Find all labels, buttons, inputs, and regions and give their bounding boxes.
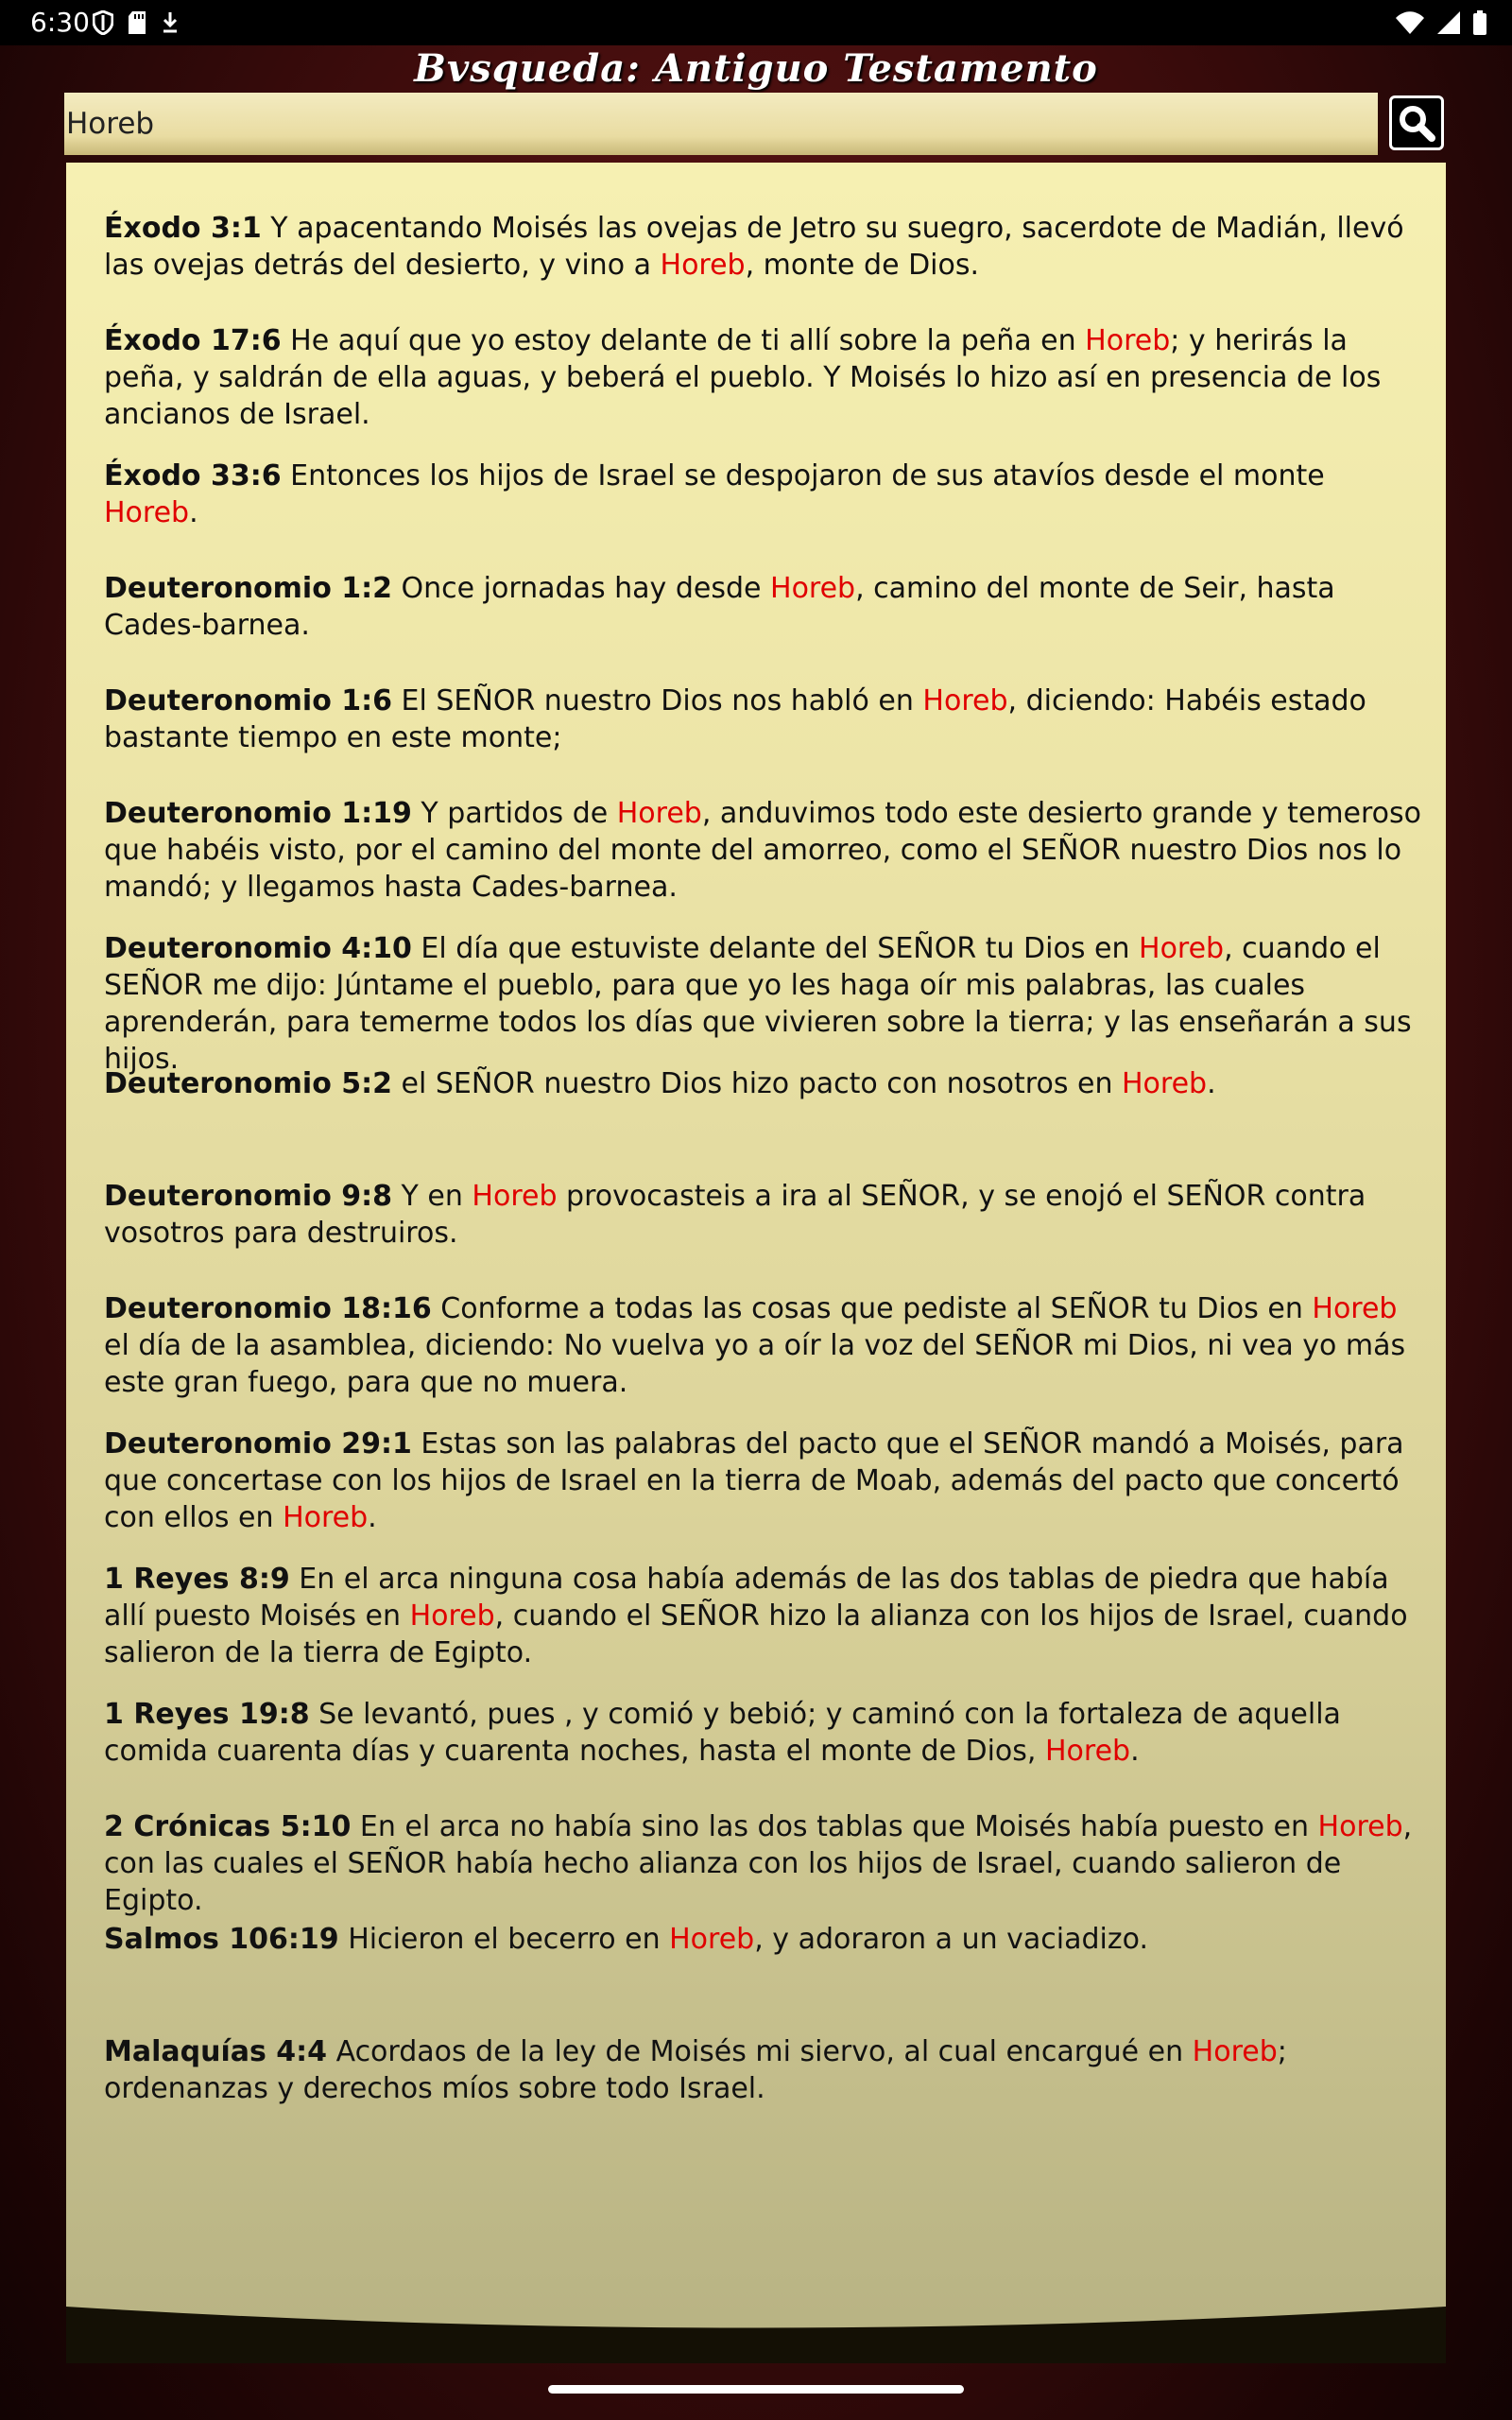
download-icon (161, 10, 180, 35)
verse-reference: Deuteronomio 29:1 (104, 1427, 412, 1461)
verse-reference: Deuteronomio 18:16 (104, 1292, 432, 1325)
wifi-icon (1395, 10, 1425, 35)
verse-text: ; ordenanzas y derechos míos sobre todo Israel. (104, 2035, 1287, 2105)
search-match: Horeb (1317, 1810, 1403, 1843)
result-item[interactable] (104, 458, 1427, 531)
search-match: Horeb (409, 1599, 495, 1633)
verse-text: . (189, 496, 198, 529)
verse-reference: Deuteronomio 1:2 (104, 572, 393, 605)
verse-reference: Malaquías 4:4 (104, 2035, 328, 2068)
result-item[interactable] (104, 795, 1427, 906)
verse-reference: Deuteronomio 4:10 (104, 932, 412, 965)
verse-text: ; y herirás la peña, y saldrán de ella aguas, y beberá el pueblo. Y Moisés lo hizo así en presencia de los ancianos de Israel. (104, 324, 1382, 431)
verse-text: El día que estuviste delante del SEÑOR tu Dios en (411, 932, 1140, 965)
verse-reference: Éxodo 33:6 (104, 459, 282, 493)
search-match: Horeb (660, 249, 746, 282)
search-input[interactable] (64, 93, 1378, 155)
shield-icon (93, 10, 113, 35)
verse-text: , diciendo: Habéis estado bastante tiempo en este monte; (104, 684, 1366, 754)
sd-card-icon (127, 10, 147, 35)
result-item[interactable] (104, 1290, 1427, 1401)
verse-reference: Deuteronomio 1:6 (104, 684, 393, 717)
verse-reference: Deuteronomio 1:19 (104, 797, 412, 830)
verse-text: He aquí que yo estoy delante de ti allí sobre la peña en (281, 324, 1086, 357)
result-item[interactable] (104, 1808, 1427, 1919)
result-item[interactable] (104, 570, 1427, 644)
search-match: Horeb (922, 684, 1008, 717)
verse-text: , cuando el SEÑOR me dijo: Júntame el pueblo, para que yo les haga oír mis palabras, las cuales aprenderán, para temerme todos los días que vivieren sobre la tierra; y las enseñarán a sus hijos. (104, 932, 1412, 1076)
result-item[interactable] (104, 683, 1427, 756)
verse-text: . (368, 1501, 377, 1534)
search-match: Horeb (1044, 1735, 1131, 1768)
result-item[interactable] (104, 210, 1427, 284)
verse-reference: Deuteronomio 5:2 (104, 1067, 393, 1100)
verse-text: el día de la asamblea, diciendo: No vuelva yo a oír la voz del SEÑOR mi Dios, ni vea yo más este gran fuego, para que no muera. (104, 1329, 1406, 1399)
verse-reference: Éxodo 3:1 (104, 212, 262, 245)
result-item[interactable] (104, 1561, 1427, 1671)
page-title: Bvsqueda: Antiguo Testamento (414, 46, 1098, 91)
verse-text: . (1130, 1735, 1140, 1768)
verse-text: Entonces los hijos de Israel se despojaron de sus atavíos desde el monte (281, 459, 1325, 493)
verse-text: Se levantó, pues , y comió y bebió; y caminó con la fortaleza de aquella comida cuarenta días y cuarenta noches, hasta el monte de Dios, (104, 1698, 1341, 1768)
verse-text: , con las cuales el SEÑOR había hecho alianza con los hijos de Israel, cuando salieron de Egipto. (104, 1810, 1413, 1917)
search-match: Horeb (1122, 1067, 1208, 1100)
result-item[interactable] (104, 1426, 1427, 1536)
verse-text: Y en (392, 1180, 472, 1213)
result-item[interactable] (104, 930, 1427, 1078)
signal-icon (1436, 10, 1461, 35)
results-panel[interactable] (66, 163, 1446, 2363)
result-item[interactable] (104, 1921, 1427, 1958)
search-button[interactable] (1389, 95, 1444, 150)
verse-text: En el arca no había sino las dos tablas que Moisés había puesto en (351, 1810, 1318, 1843)
verse-text: provocasteis a ira al SEÑOR, y se enojó el SEÑOR contra vosotros para destruiros. (104, 1180, 1366, 1250)
status-right-icons (1395, 9, 1487, 36)
search-match: Horeb (616, 797, 702, 830)
verse-text: el SEÑOR nuestro Dios hizo pacto con nosotros en (392, 1067, 1122, 1100)
verse-text: En el arca ninguna cosa había además de las dos tablas de piedra que había allí puesto Moisés en (104, 1563, 1389, 1633)
search-match: Horeb (1085, 324, 1171, 357)
verse-reference: Salmos 106:19 (104, 1923, 339, 1956)
verse-reference: 1 Reyes 19:8 (104, 1698, 310, 1731)
search-match: Horeb (1312, 1292, 1398, 1325)
verse-text: Once jornadas hay desde (392, 572, 771, 605)
verse-text: , anduvimos todo este desierto grande y temeroso que habéis visto, por el camino del monte del amorreo, como el SEÑOR nuestro Dios nos lo mandó; y llegamos hasta Cades-barnea. (104, 797, 1422, 904)
battery-icon (1472, 10, 1487, 35)
verse-text: Acordaos de la ley de Moisés mi siervo, al cual encargué en (327, 2035, 1193, 2068)
status-bar (0, 0, 1512, 45)
verse-text: , cuando el SEÑOR hizo la alianza con los hijos de Israel, cuando salieron de la tierra de Egipto. (104, 1599, 1408, 1669)
app-screen (0, 45, 1512, 2420)
verse-text: Estas son las palabras del pacto que el SEÑOR mandó a Moisés, para que concertase con los hijos de Israel en la tierra de Moab, además del pacto que concertó con ellos en (104, 1427, 1404, 1534)
verse-reference: Deuteronomio 9:8 (104, 1180, 393, 1213)
search-match: Horeb (283, 1501, 369, 1534)
verse-text: Y apacentando Moisés las ovejas de Jetro su suegro, sacerdote de Madián, llevó las ovejas detrás del desierto, y vino a (104, 212, 1404, 282)
result-item[interactable] (104, 1065, 1427, 1102)
search-match: Horeb (669, 1923, 755, 1956)
verse-text: , camino del monte de Seir, hasta Cades-barnea. (104, 572, 1335, 642)
verse-reference: 2 Crónicas 5:10 (104, 1810, 352, 1843)
search-match: Horeb (104, 496, 190, 529)
verse-text: Y partidos de (411, 797, 617, 830)
verse-text: El SEÑOR nuestro Dios nos habló en (392, 684, 923, 717)
result-item[interactable] (104, 1696, 1427, 1770)
status-left-icons (93, 9, 180, 36)
verse-reference: Éxodo 17:6 (104, 324, 282, 357)
search-match: Horeb (1139, 932, 1225, 965)
verse-text: , monte de Dios. (745, 249, 980, 282)
verse-text: Conforme a todas las cosas que pediste al SEÑOR tu Dios en (431, 1292, 1313, 1325)
page-curl-decoration (66, 2307, 1446, 2363)
result-item[interactable] (104, 2033, 1427, 2107)
gesture-nav-handle[interactable] (548, 2385, 964, 2394)
search-match: Horeb (1192, 2035, 1278, 2068)
result-item[interactable] (104, 322, 1427, 433)
search-match: Horeb (472, 1180, 558, 1213)
verse-text: Hicieron el becerro en (338, 1923, 670, 1956)
verse-text: . (1207, 1067, 1216, 1100)
result-item[interactable] (104, 1178, 1427, 1252)
status-time: 6:30 (30, 7, 90, 38)
verse-text: , y adoraron a un vaciadizo. (754, 1923, 1148, 1956)
verse-reference: 1 Reyes 8:9 (104, 1563, 290, 1596)
search-icon (1397, 103, 1436, 143)
search-match: Horeb (770, 572, 856, 605)
